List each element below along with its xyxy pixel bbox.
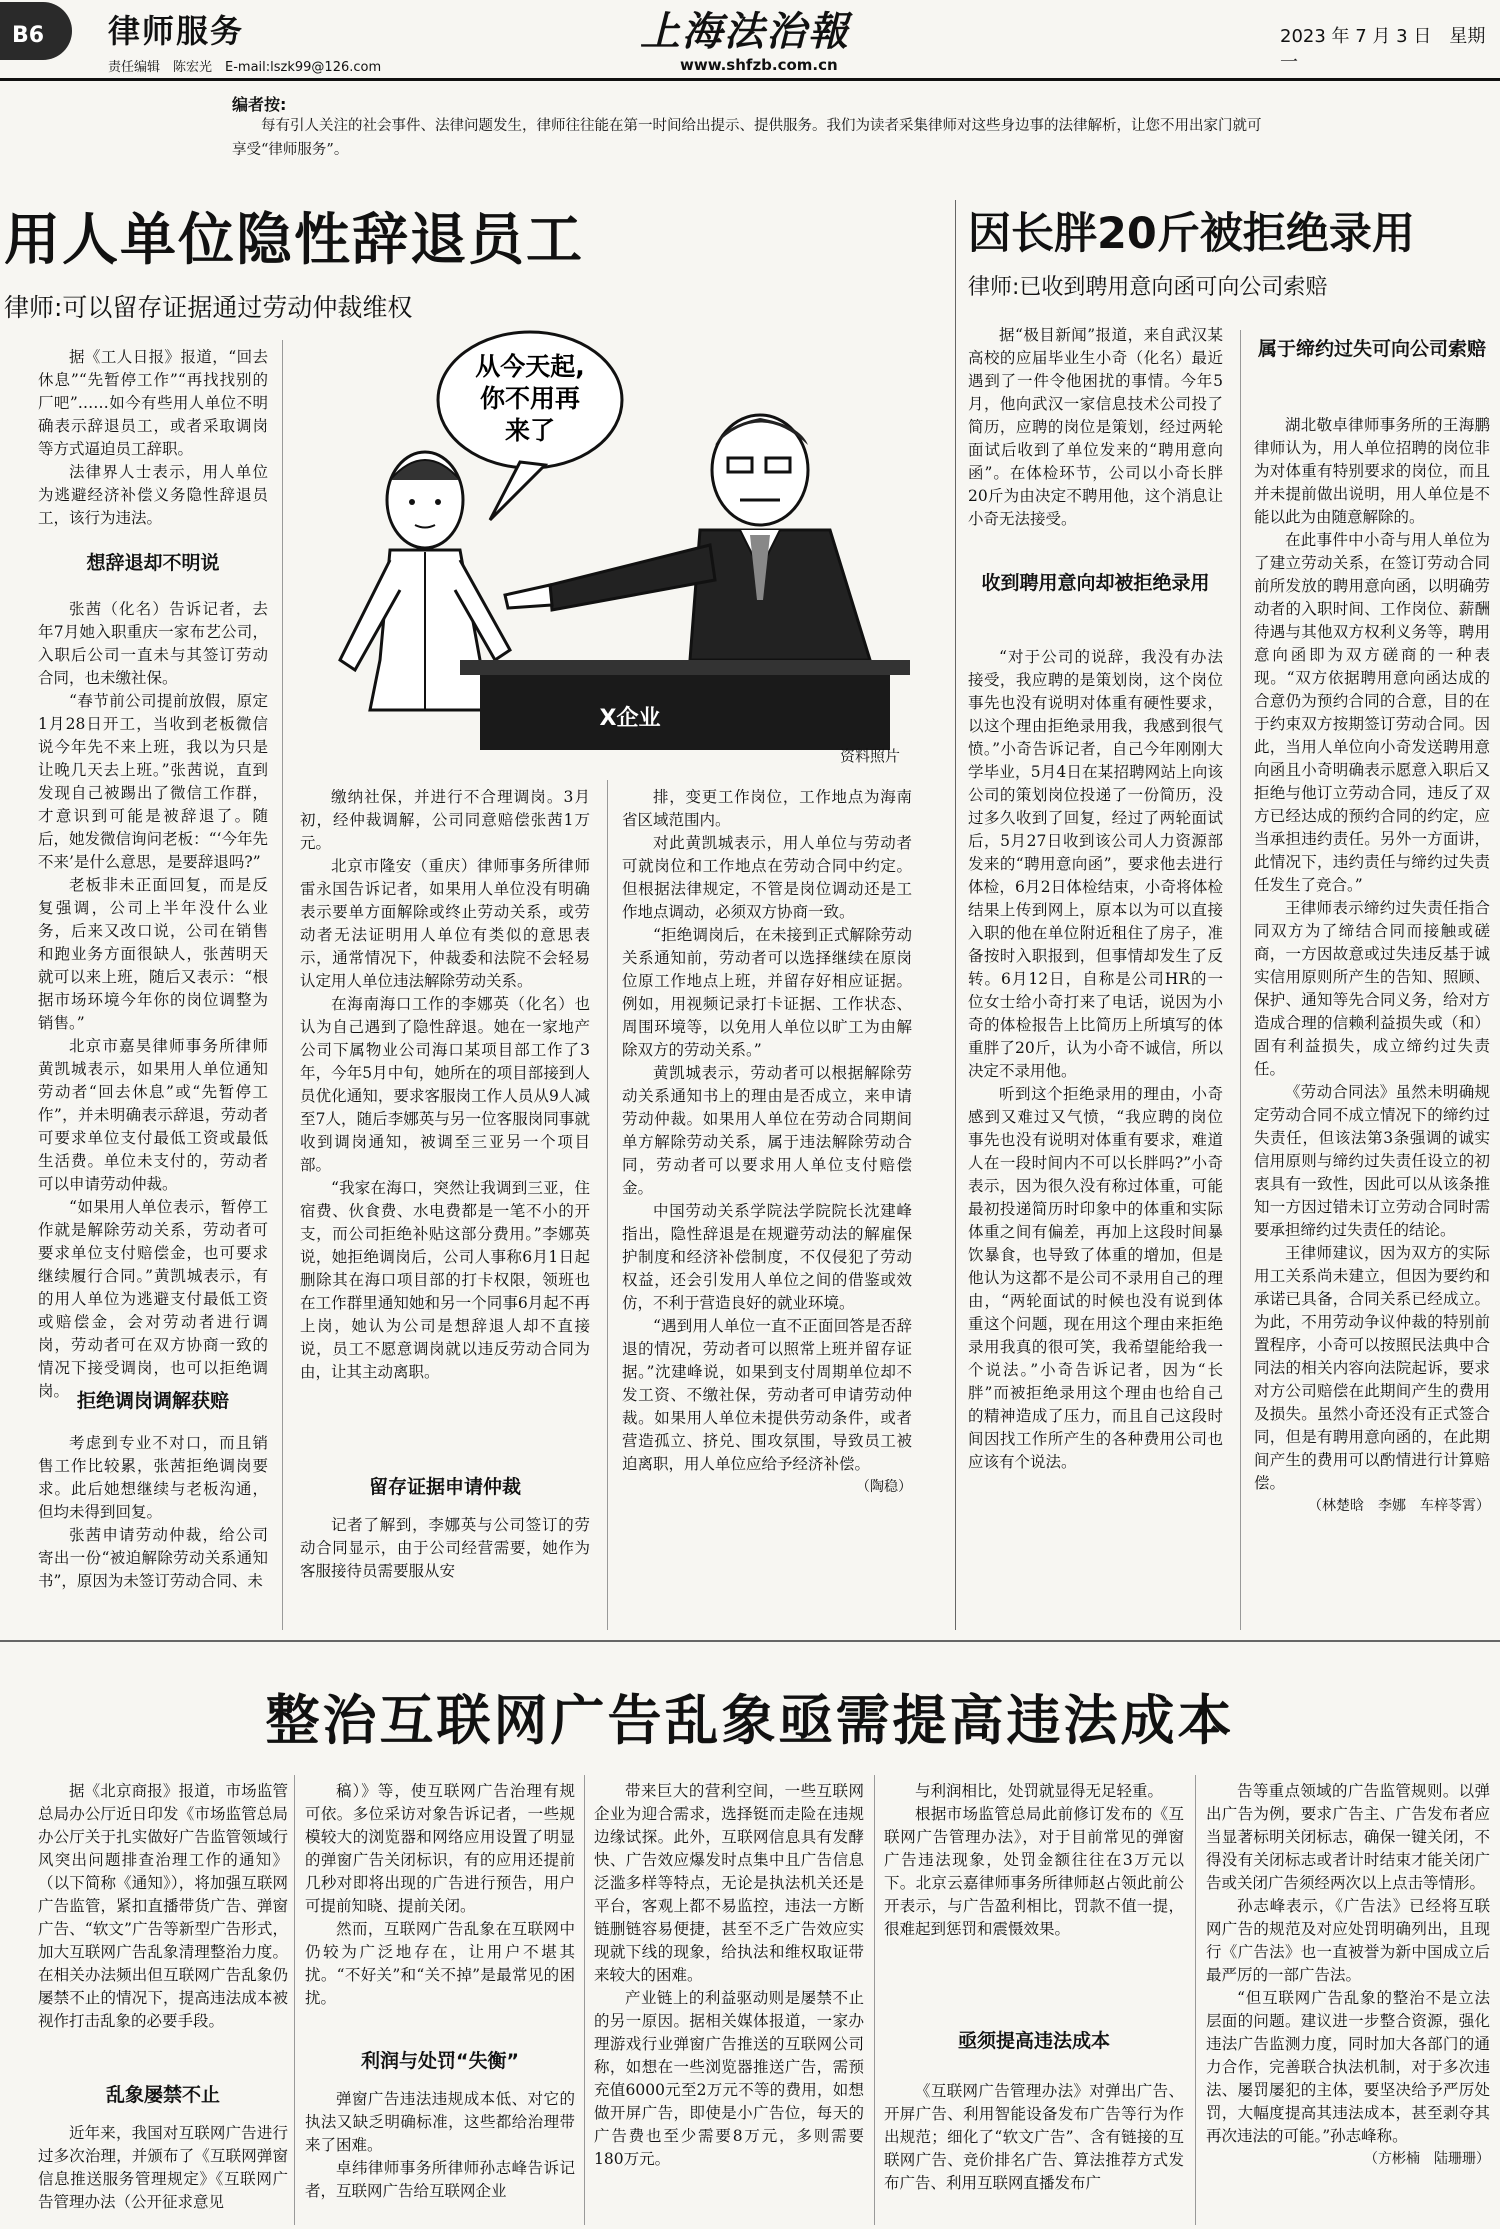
paragraph: 记者了解到，李娜英与公司签订的劳动合同显示，由于公司经营需要，她作为客服接待员需要服从安 bbox=[300, 1516, 590, 1580]
paragraph: 《互联网广告管理办法》对弹出广告、开屏广告、利用智能设备发布广告等行为作出规范；细化了“软文广告”、含有链接的互联网广告、竞价排名广告、算法推荐方式发布广告、利用互联网直播发布广 bbox=[884, 2082, 1184, 2192]
paragraph: 考虑到专业不对口，而且销售工作比较累，张茜拒绝调岗要求。此后她想继续与老板沟通，但均未得到回复。 bbox=[38, 1434, 268, 1521]
article3-col2b bbox=[305, 2088, 575, 2203]
article-divider bbox=[955, 200, 956, 1630]
article2-col1b bbox=[968, 646, 1223, 1474]
paragraph: 与利润相比，处罚就显得无足轻重。 bbox=[915, 1782, 1164, 1800]
article1-subheadline: 律师:可以留存证据通过劳动仲裁维权 bbox=[4, 293, 413, 322]
column-divider bbox=[1240, 330, 1241, 1630]
paragraph: 在海南海口工作的李娜英（化名）也认为自己遇到了隐性辞退。她在一家地产公司下属物业公司海口某项目部工作了3年，今年5月中旬，她所在的项目部接到人员优化通知，要求客服岗工作人员从9人减至7人，随后李娜英与另一位客服岗同事就收到调岗通知，被调至三亚另一个项目部。 bbox=[300, 995, 590, 1174]
article3-headline: 整治互联网广告乱象亟需提高违法成本 bbox=[265, 1689, 1235, 1752]
paragraph: 张茜申请劳动仲裁，给公司寄出一份“被迫解除劳动关系通知书”，原因为未签订劳动合同、未 bbox=[38, 1526, 268, 1590]
paragraph: “我家在海口，突然让我调到三亚，住宿费、伙食费、水电费都是一笔不小的开支，而公司拒绝补贴这部分费用。”李娜英说，她拒绝调岗后，公司人事称6月1日起删除其在海口项目部的打卡权限，领班也在工作群里通知她和另一个同事6月起不再上岗，她认为公司是想辞退人却不直接说，员工不愿意调岗就以违反劳动合同为由，让其主动离职。 bbox=[300, 1179, 590, 1381]
column-divider bbox=[874, 1775, 875, 2225]
paragraph: 根据市场监管总局此前修订发布的《互联网广告管理办法》，对于目前常见的弹窗广告违法现象，处罚金额往往在3万元以下。北京云嘉律师事务所律师赵占领此前公开表示，与广告盈利相比，罚款不值一提，很难起到惩罚和震慑效果。 bbox=[884, 1805, 1184, 1938]
paragraph: 据《工人日报》报道，“回去休息”“先暂停工作”“再找找别的厂吧”……如今有些用人单位不明确表示辞退员工，或者采取调岗等方式逼迫员工辞职。 bbox=[38, 348, 268, 458]
paragraph: 王律师建议，因为双方的实际用工关系尚未建立，但因为要约和承诺已具备，合同关系已经成立。为此，不用劳动争议仲裁的特别前置程序，小奇可以按照民法典中合同法的相关内容向法院起诉，要求对方公司赔偿在此期间产生的费用及损失。虽然小奇还没有正式签合同，但是有聘用意向函的，在此期间产生的费用可以酌情进行计算赔偿。 bbox=[1254, 1244, 1490, 1492]
article3-subhead-2: 利润与处罚“失衡” bbox=[361, 2050, 519, 2072]
article2-subhead-2: 属于缔约过失可向公司索赔 bbox=[1257, 338, 1486, 360]
masthead-url: www.shfzb.com.cn bbox=[680, 56, 838, 74]
issue-date: 2023 年 7 月 3 日 星期一 bbox=[1280, 26, 1486, 73]
paragraph: 据《北京商报》报道，市场监管总局办公厅近日印发《市场监管总局办公厅关于扎实做好广告监管领域行风突出问题排查治理工作的通知》（以下简称《通知》），将加强互联网广告监管，紧扣直播带货广告、弹窗广告、“软文”广告等新型广告形式，加大互联网广告乱象清理整治力度。在相关办法频出但互联网广告乱象仍屡禁不止的情况下，提高违法成本被视作打击乱象的必要手段。 bbox=[38, 1782, 288, 2030]
article2-byline: （林楚晗 李娜 车梓苓霄） bbox=[1308, 1498, 1490, 1514]
article1-subhead-2: 拒绝调岗调解获赔 bbox=[76, 1390, 229, 1412]
column-divider bbox=[282, 340, 283, 1630]
column-divider bbox=[584, 1775, 585, 2225]
article3-col2 bbox=[305, 1780, 575, 2010]
article1-col3 bbox=[622, 786, 912, 1499]
column-divider bbox=[1195, 1775, 1196, 2225]
article3-col5 bbox=[1206, 1780, 1490, 2171]
paragraph: 卓纬律师事务所律师孙志峰告诉记者，互联网广告给互联网企业 bbox=[305, 2159, 575, 2200]
paragraph: 告等重点领域的广告监管规则。以弹出广告为例，要求广告主、广告发布者应当显著标明关闭标志，确保一键关闭，不得没有关闭标志或者计时结束才能关闭广告或关闭广告须经两次以上点击等情形。 bbox=[1206, 1782, 1490, 1892]
section-divider bbox=[0, 1640, 1500, 1642]
article3-subhead-1: 乱象屡禁不止 bbox=[105, 2084, 220, 2106]
speech-line-3: 来了 bbox=[504, 416, 556, 445]
paragraph: 法律界人士表示，用人单位为逃避经济补偿义务隐性辞退员工，该行为违法。 bbox=[38, 463, 268, 527]
paragraph: 北京市隆安（重庆）律师事务所律师雷永国告诉记者，如果用人单位没有明确表示要单方面解除或终止劳动关系，或劳动者无法证明用人单位有类似的意思表示，通常情况下，仲裁委和法院不会轻易认定用人单位违法解除劳动关系。 bbox=[300, 857, 590, 990]
page-letter: B bbox=[12, 23, 29, 48]
paragraph: 排，变更工作岗位，工作地点为海南省区域范围内。 bbox=[622, 788, 912, 829]
editor-note-label: 编者按: bbox=[232, 95, 287, 114]
section-title: 律师服务 bbox=[108, 12, 245, 50]
article1-col1c bbox=[38, 1432, 268, 1593]
photo-credit: 资料照片 bbox=[840, 747, 901, 765]
article1-byline: （陶稳） bbox=[856, 1479, 912, 1495]
article3-byline: （方彬楠 陆珊珊） bbox=[1364, 2151, 1490, 2167]
paragraph: “遇到用人单位一直不正面回答是否辞退的情况，劳动者可以照常上班并留存证据。”沈建峰说，如果到支付周期单位却不发工资、不缴社保，劳动者可申请劳动仲裁。如果用人单位未提供劳动条件，或者营造孤立、挤兑、围攻氛围，导致员工被迫离职，用人单位应给予经济补偿。 bbox=[622, 1317, 912, 1473]
paragraph: 湖北敬卓律师事务所的王海鹏律师认为，用人单位招聘的岗位非为对体重有特别要求的岗位，而且并未提前做出说明，用人单位是不能以此为由随意解除的。 bbox=[1254, 416, 1490, 526]
header-rule bbox=[0, 78, 1500, 81]
article2-subhead-1: 收到聘用意向却被拒绝录用 bbox=[981, 572, 1210, 594]
article1-col2 bbox=[300, 786, 590, 1384]
article2-subheadline: 律师:已收到聘用意向函可向公司索赔 bbox=[968, 275, 1328, 300]
article2-col2 bbox=[1254, 414, 1490, 1518]
editor-line: 责任编辑 陈宏光 E-mail:lszk99@126.com bbox=[108, 60, 382, 75]
cartoon-illustration bbox=[330, 330, 910, 770]
paragraph: 孙志峰表示，《广告法》已经将互联网广告的规范及对应处罚明确列出，且现行《广告法》也一直被誉为新中国成立后最严厉的一部广告法。 bbox=[1206, 1897, 1490, 1984]
article1-col2b bbox=[300, 1514, 590, 1583]
paragraph: “但互联网广告乱象的整治不是立法层面的问题。建议进一步整合资源，强化违法广告监测力度，同时加大各部门的通力合作，完善联合执法机制，对于多次违法、屡罚屡犯的主体，要坚决给予严厉处罚，大幅度提高其违法成本，甚至剥夺其再次违法的可能。”孙志峰称。 bbox=[1206, 1989, 1490, 2145]
article3-subhead-3: 亟须提高违法成本 bbox=[957, 2030, 1110, 2052]
paragraph: 带来巨大的营利空间，一些互联网企业为迎合需求，选择铤而走险在违规边缘试探。此外，互联网信息具有发酵快、广告效应爆发时点集中且广告信息泛滥多样等特点，无论是执法机关还是平台，客观上都不易监控，违法一方断链删链容易便捷，甚至不乏广告效应实现就下线的现象，给执法和维权取证带来较大的困难。 bbox=[594, 1782, 864, 1984]
speech-line-2: 你不用再 bbox=[479, 384, 581, 413]
speech-line-1: 从今天起, bbox=[475, 352, 585, 381]
paragraph: 弹窗广告违法违规成本低、对它的执法又缺乏明确标准，这些都给治理带来了困难。 bbox=[305, 2090, 575, 2154]
paragraph: 《劳动合同法》虽然未明确规定劳动合同不成立情况下的缔约过失责任，但该法第3条强调的诚实信用原则与缔约过失责任设立的初衷具有一致性，因此可以从该条推知一方因过错未订立劳动合同时需要承担缔约过失责任的结论。 bbox=[1254, 1083, 1490, 1239]
paragraph: 张茜（化名）告诉记者，去年7月她入职重庆一家布艺公司，入职后公司一直未与其签订劳动合同，也未缴社保。 bbox=[38, 600, 268, 687]
article3-col4 bbox=[884, 1780, 1184, 1941]
paragraph: “拒绝调岗后，在未接到正式解除劳动关系通知前，劳动者可以选择继续在原岗位原工作地点上班，并留存好相应证据。例如，用视频记录打卡证据、工作状态、周围环境等，以免用人单位以旷工为由解除双方的劳动关系。” bbox=[622, 926, 912, 1059]
article1-subhead-3: 留存证据申请仲裁 bbox=[368, 1476, 521, 1498]
article1-headline: 用人单位隐性辞退员工 bbox=[4, 208, 584, 273]
article1-col1b bbox=[38, 598, 268, 1403]
masthead-logo: 上海法治報 bbox=[640, 8, 850, 55]
paragraph: 缴纳社保，并进行不合理调岗。3月初，经仲裁调解，公司同意赔偿张茜1万元。 bbox=[300, 788, 590, 852]
paragraph: 中国劳动关系学院法学院院长沈建峰指出，隐性辞退是在规避劳动法的解雇保护制度和经济补偿制度，不仅侵犯了劳动权益，还会引发用人单位之间的借鉴或效仿，不利于营造良好的就业环境。 bbox=[622, 1202, 912, 1312]
paragraph: 对此黄凯城表示，用人单位与劳动者可就岗位和工作地点在劳动合同中约定。但根据法律规定，不管是岗位调动还是工作地点调动，必须双方协商一致。 bbox=[622, 834, 912, 921]
column-divider bbox=[294, 1775, 295, 2225]
paragraph: “对于公司的说辞，我没有办法接受，我应聘的是策划岗，这个岗位事先也没有说明对体重有硬性要求，以这个理由拒绝录用我，我感到很气愤。”小奇告诉记者，自己今年刚刚大学毕业，5月4日在某招聘网站上向该公司的策划岗位投递了一份简历，没过多久收到了回复，经过了两轮面试后，5月27日收到该公司人力资源部发来的“聘用意向函”，要求他去进行体检，6月2日体检结束，小奇将体检结果上传到网上，原本以为可以直接入职的他在单位附近租住了房子，准备按时入职报到，但事情却发生了反转。6月12日，自称是公司HR的一位女士给小奇打来了电话，说因为小奇的体检报告上比简历上所填写的体重胖了20斤，认为小奇不诚信，所以决定不录用他。 bbox=[968, 648, 1223, 1080]
article3-col1 bbox=[38, 1780, 288, 2033]
article3-col4b bbox=[884, 2080, 1184, 2195]
article1-subhead-1: 想辞退却不明说 bbox=[86, 552, 220, 574]
page-number: 6 bbox=[28, 23, 45, 48]
paragraph: 稿）》等，使互联网广告治理有规可依。多位采访对象告诉记者，一些规模较大的浏览器和网络应用设置了明显的弹窗广告关闭标识，有的应用还提前几秒对即将出现的广告进行预告，用户可提前知晓、提前关闭。 bbox=[305, 1782, 575, 1915]
paragraph: 老板非未正面回复，而是反复强调，公司上半年没什么业务，后来又改口说，公司在销售和跑业务方面很缺人，张茜明天就可以来上班，随后又表示：“根据市场环境今年你的岗位调整为销售。” bbox=[38, 876, 268, 1032]
editor-note-text: 每有引人关注的社会事件、法律问题发生，律师往往能在第一时间给出提示、提供服务。我们为读者采集律师对这些身边事的法律解析，让您不用出家门就可享受“律师服务”。 bbox=[232, 118, 1262, 158]
paragraph: “春节前公司提前放假，原定1月28日开工，当收到老板微信说今年先不来上班，我以为只是让晚几天去上班。”张茜说，直到发现自己被踢出了微信工作群，才意识到可能是被辞退了。随后，她发微信询问老板：“‘今年先不来’是什么意思，是要辞退吗?” bbox=[38, 692, 268, 871]
paragraph: “如果用人单位表示，暂停工作就是解除劳动关系，劳动者可要求单位支付赔偿金，也可要求继续履行合同。”黄凯城表示，有的用人单位为逃避支付最低工资或赔偿金，会对劳动者进行调岗，劳动者可在双方协商一致的情况下接受调岗，也可以拒绝调岗。 bbox=[38, 1198, 268, 1400]
article3-col3 bbox=[594, 1780, 864, 2171]
paragraph: 在此事件中小奇与用人单位为了建立劳动关系，在签订劳动合同前所发放的聘用意向函，以明确劳动者的入职时间、工作岗位、薪酬待遇与其他双方权利义务等，聘用意向函即为双方磋商的一种表现。“双方依据聘用意向函达成的合意仍为预约合同的合意，目的在于约束双方按期签订劳动合同。因此，当用人单位向小奇发送聘用意向函且小奇明确表示愿意入职后又拒绝与他订立劳动合同，违反了双方已经达成的预约合同的约定，应当承担违约责任。另外一方面讲，此情况下，违约责任与缔约过失责任发生了竞合。” bbox=[1254, 531, 1490, 894]
paragraph: 王律师表示缔约过失责任指合同双方为了缔结合同而接触或磋商，一方因故意或过失违反基于诚实信用原则所产生的告知、照顾、保护、通知等先合同义务，给对方造成合理的信赖利益损失或（和）固有利益损失，成立缔约过失责任。 bbox=[1254, 899, 1490, 1078]
paragraph: 据“极目新闻”报道，来自武汉某高校的应届毕业生小奇（化名）最近遇到了一件令他困扰的事情。今年5月，他向武汉一家信息技术公司投了简历，应聘的岗位是策划，经过两轮面试后收到了单位发来的“聘用意向函”。在体检环节，公司以小奇长胖20斤为由决定不聘用他，这个消息让小奇无法接受。 bbox=[968, 326, 1223, 528]
article1-col1 bbox=[38, 346, 268, 530]
paragraph: 产业链上的利益驱动则是屡禁不止的另一原因。据相关媒体报道，一家办理游戏行业弹窗广告推送的互联网公司称，如想在一些浏览器推送广告，需预充值6000元至2万元不等的费用，如想做开屏广告，即使是小广告位，每天的广告费也至少需要8万元，多则需要180万元。 bbox=[594, 1989, 864, 2168]
paragraph: 北京市嘉昊律师事务所律师黄凯城表示，如果用人单位通知劳动者“回去休息”或“先暂停工作”，并未明确表示辞退，劳动者可要求单位支付最低工资或最低生活费。单位未支付的，劳动者可以申请劳动仲裁。 bbox=[38, 1037, 268, 1193]
paragraph: 近年来，我国对互联网广告进行过多次治理，并颁布了《互联网弹窗信息推送服务管理规定》《互联网广告管理办法（公开征求意见 bbox=[38, 2124, 288, 2211]
page-number-badge bbox=[0, 2, 72, 60]
article3-col1b bbox=[38, 2122, 288, 2214]
desk-label: X企业 bbox=[599, 706, 661, 731]
paragraph: 然而，互联网广告乱象在互联网中仍较为广泛地存在，让用户不堪其扰。“不好关”和“关不掉”是最常见的困扰。 bbox=[305, 1920, 575, 2007]
paragraph: 黄凯城表示，劳动者可以根据解除劳动关系通知书上的理由是否成立，来申请劳动仲裁。如果用人单位在劳动合同期间单方解除劳动关系，属于违法解除劳动合同，劳动者可以要求用人单位支付赔偿金。 bbox=[622, 1064, 912, 1197]
article2-col1 bbox=[968, 324, 1223, 531]
article2-headline: 因长胖20斤被拒绝录用 bbox=[968, 209, 1415, 259]
column-divider bbox=[607, 780, 608, 1630]
paragraph: 听到这个拒绝录用的理由，小奇感到又难过又气愤，“我应聘的岗位事先也没有说明对体重有要求，难道人在一段时间内不可以长胖吗?”小奇表示，因为很久没有称过体重，可能最初投递简历时印象中的体重和实际体重之间有偏差，再加上这段时间暴饮暴食，也导致了体重的增加，但是他认为这都不是公司不录用自己的理由，“两轮面试的时候也没有说到体重这个问题，现在用这个理由来拒绝录用我真的很可笑，我希望能给我一个说法。”小奇告诉记者，因为“长胖”而被拒绝录用这个理由也给自己的精神造成了压力，而且自己这段时间因找工作所产生的各种费用公司也应该有个说法。 bbox=[968, 1085, 1223, 1471]
